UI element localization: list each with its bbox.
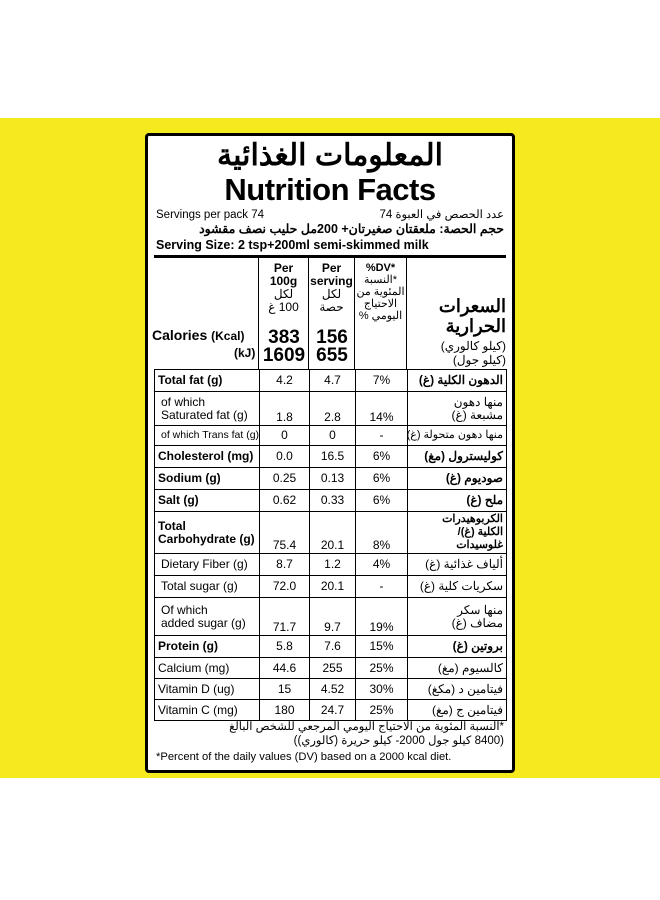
per-100g-header: Per 100g لكل 100 غ bbox=[268, 261, 299, 314]
table-row: Total fat (g) 4.2 4.7 7% الدهون الكلية (غ) bbox=[155, 370, 507, 392]
table-row: Dietary Fiber (g) 8.7 1.2 4% ألياف غذائية (غ) bbox=[155, 554, 507, 576]
dv-header: %DV* *النسبة المئوية من الاحتياج اليومي % bbox=[356, 262, 405, 322]
title-english: Nutrition Facts bbox=[224, 172, 436, 207]
kj-per-serving: 655 bbox=[316, 345, 348, 366]
per-serving-header: Per serving لكل حصة bbox=[310, 261, 353, 314]
table-row: Vitamin D (ug) 15 4.52 30% فيتامين د (مكغ) bbox=[155, 679, 507, 700]
serving-size-english: Serving Size: 2 tsp+200ml semi-skimmed milk bbox=[156, 238, 429, 252]
table-row: Total Carbohydrate (g) 75.4 20.1 8% الكربوهيدرات الكلية (غ)/غلوسيدات bbox=[155, 512, 507, 554]
table-row: Salt (g) 0.62 0.33 6% ملح (غ) bbox=[155, 490, 507, 512]
table-row: Sodium (g) 0.25 0.13 6% صوديوم (غ) bbox=[155, 468, 507, 490]
calories-arabic-2: الحرارية bbox=[445, 316, 506, 336]
divider-rule bbox=[154, 255, 506, 258]
table-row: Total sugar (g) 72.0 20.1 - سكريات كلية (غ) bbox=[155, 576, 507, 598]
table-row: Cholesterol (mg) 0.0 16.5 6% كوليسترول (مغ) bbox=[155, 446, 507, 468]
header-divider-4 bbox=[406, 258, 407, 369]
kj-arabic: (كيلو جول) bbox=[452, 353, 506, 367]
footnote-arabic-2: (8400 كيلو جول 2000- كيلو حريرة (كالوري)) bbox=[293, 735, 504, 747]
table-row: of which Saturated fat (g) 1.8 2.8 14% منها دهون مشبعة (غ) bbox=[155, 392, 507, 426]
nutrition-facts-panel bbox=[145, 133, 515, 773]
kj-per-100g: 1609 bbox=[262, 345, 306, 366]
calories-arabic-1: السعرات bbox=[438, 296, 506, 316]
kcal-arabic: (كيلو كالوري) bbox=[440, 339, 506, 353]
serving-size-arabic: حجم الحصة: ملعقتان صغيرتان+ 200مل حليب نصف مقشود bbox=[199, 222, 504, 236]
table-row: Vitamin C (mg) 180 24.7 25% فيتامين ج (مغ) bbox=[155, 700, 507, 721]
title-arabic: المعلومات الغذائية bbox=[216, 139, 444, 172]
servings-ar: عدد الحصص في العبوة 74 bbox=[379, 209, 504, 221]
table-row: Of which added sugar (g) 71.7 9.7 19% منها سكر مضاف (غ) bbox=[155, 598, 507, 636]
kcal-per-100g: 383 bbox=[268, 327, 300, 348]
table-row: Protein (g) 5.8 7.6 15% بروتين (غ) bbox=[155, 636, 507, 658]
nutrient-table bbox=[154, 369, 507, 721]
servings-en: Servings per pack 74 bbox=[156, 209, 265, 221]
table-row: of which Trans fat (g) 0 0 - منها دهون متحولة (غ) bbox=[155, 426, 507, 446]
footnote-arabic-1: *النسبة المئوية من الاحتياج اليومي المرجعي للشخص البالغ bbox=[229, 721, 504, 733]
kj-unit: (kJ) bbox=[234, 346, 256, 360]
table-row: Calcium (mg) 44.6 255 25% كالسيوم (مغ) bbox=[155, 658, 507, 679]
calories-label: Calories (Kcal) bbox=[152, 327, 245, 343]
kcal-per-serving: 156 bbox=[316, 327, 348, 348]
footnote-english: *Percent of the daily values (DV) based on a 2000 kcal diet. bbox=[156, 751, 452, 763]
